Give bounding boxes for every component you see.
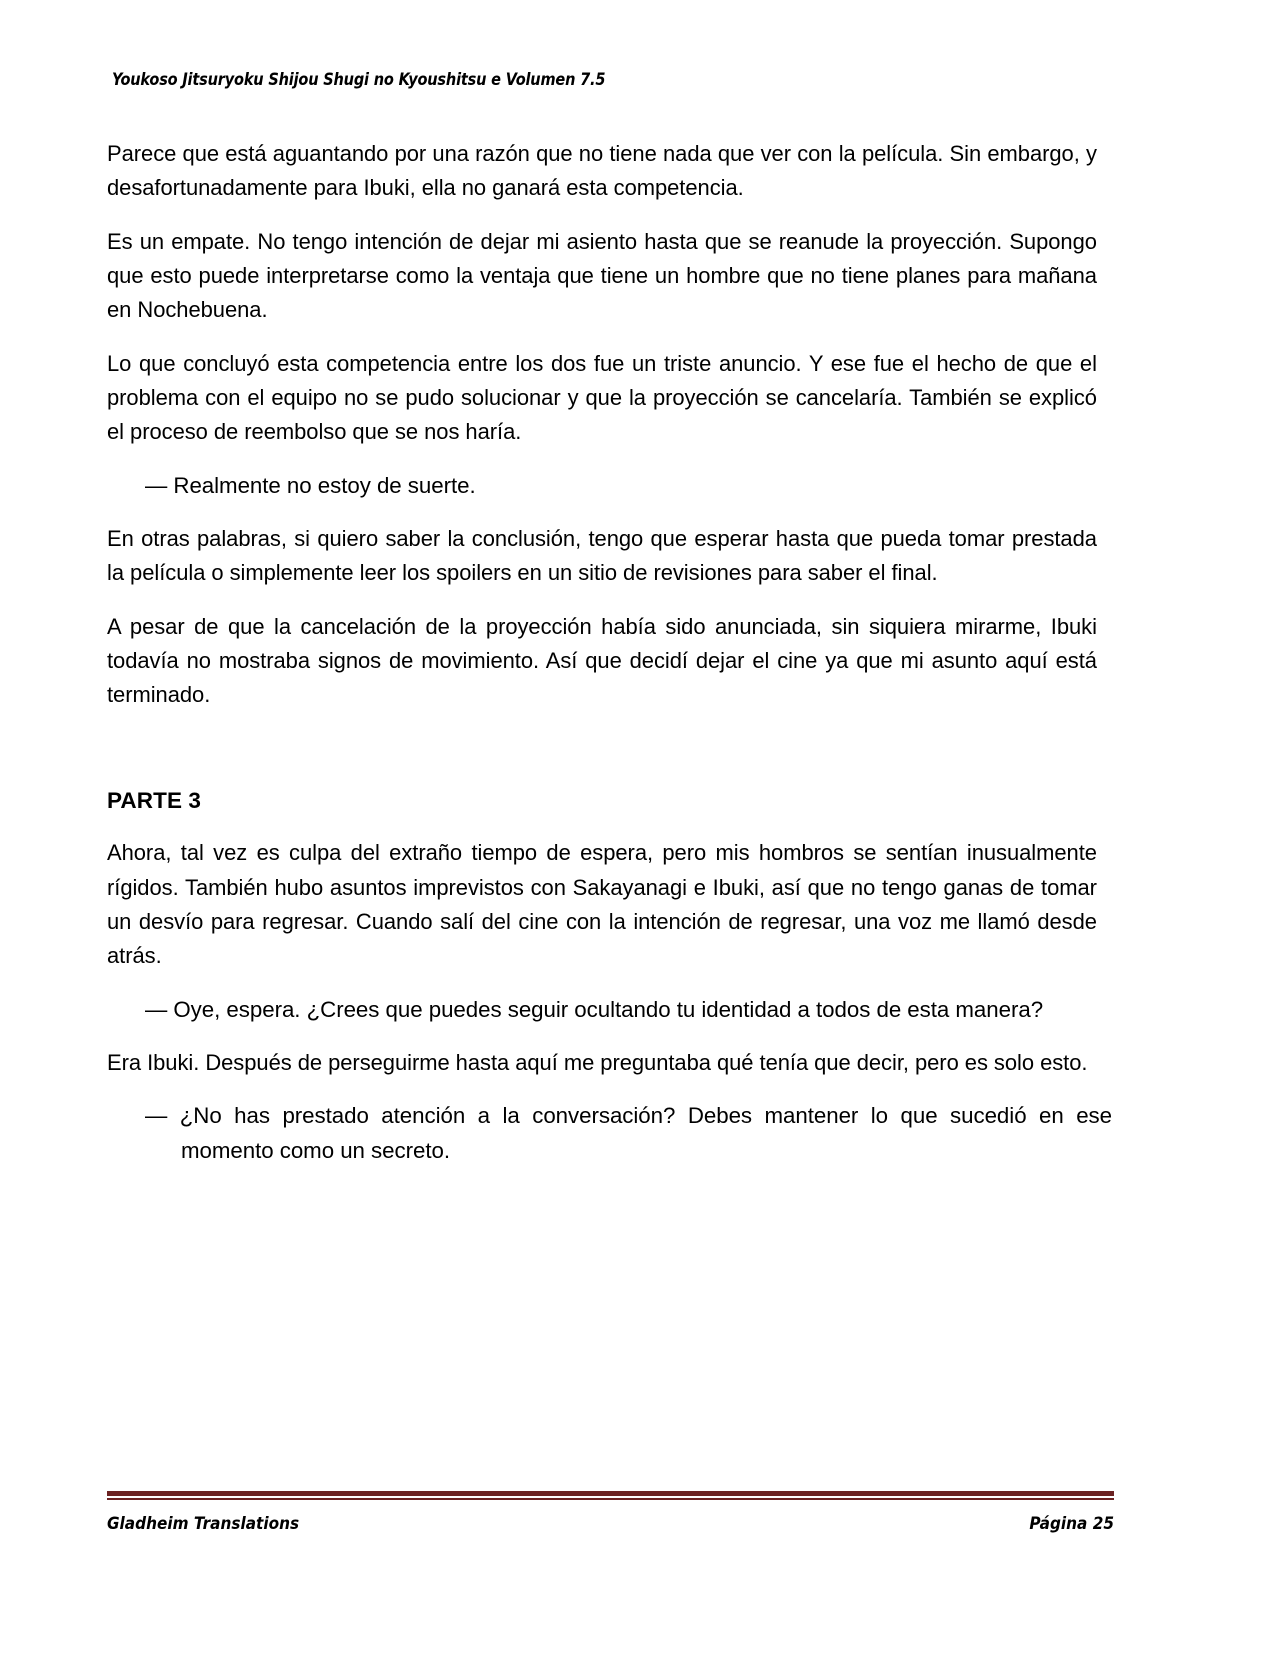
section-spacer [107, 732, 1112, 784]
section-heading: PARTE 3 [107, 787, 202, 813]
running-header [112, 70, 1172, 89]
body-paragraph: A pesar de que la cancelación de la proyección había sido anunciada, sin siquiera mirarme, Ibuki todavía no mostraba signos de movimiento. Así que decidí dejar el cine ya que mi asunto aquí está terminado. [107, 613, 1097, 708]
document-body [107, 137, 1112, 1187]
footer-row [107, 1514, 1114, 1534]
running-footer [107, 1491, 1114, 1534]
body-paragraph: Parece que está aguantando por una razón que no tiene nada que ver con la película. Sin embargo, y desafortunadamente para Ibuki, ella no ganará esta competencia. [107, 141, 1097, 201]
body-paragraph: Es un empate. No tengo intención de dejar mi asiento hasta que se reanude la proyección. Supongo que esto puede interpretarse como la ventaja que tiene un hombre que no tiene planes para mañana en Nochebuena. [107, 228, 1097, 323]
dialogue-text: — Realmente no estoy de suerte. [145, 472, 476, 498]
footer-page-number: Página 25 [1029, 1514, 1114, 1534]
body-paragraph: Ahora, tal vez es culpa del extraño tiempo de espera, pero mis hombros se sentían inusualmente rígidos. También hubo asuntos imprevistos con Sakayanagi e Ibuki, así que no tengo ganas de tomar un desvío para regresar. Cuando salí del cine con la intención de regresar, una voz me llamó desde atrás. [107, 840, 1097, 969]
dialogue-line [107, 1099, 1112, 1168]
dialogue-text: — ¿No has prestado atención a la conversación? Debes mantener lo que sucedió en ese momento como un secreto. [145, 1103, 1112, 1163]
body-paragraph: Era Ibuki. Después de perseguirme hasta aquí me preguntaba qué tenía que decir, pero es solo esto. [107, 1049, 1088, 1075]
body-paragraph: Lo que concluyó esta competencia entre los dos fue un triste anuncio. Y ese fue el hecho de que el problema con el equipo no se pudo solucionar y que la proyección se cancelaría. También se explicó el proceso de reembolso que se nos haría. [107, 350, 1097, 445]
dialogue-text: — Oye, espera. ¿Crees que puedes seguir ocultando tu identidad a todos de esta manera? [145, 996, 1044, 1022]
body-paragraph: En otras palabras, si quiero saber la conclusión, tengo que esperar hasta que pueda tomar prestada la película o simplemente leer los spoilers en un sitio de revisiones para saber el final. [107, 525, 1097, 586]
footer-rule-thin [107, 1498, 1114, 1500]
footer-translator-label: Gladheim Translations [107, 1514, 300, 1534]
dialogue-line [107, 993, 1112, 1027]
dialogue-line [107, 469, 1112, 503]
header-title: Youkoso Jitsuryoku Shijou Shugi no Kyoushitsu e Volumen 7.5 [112, 70, 606, 89]
